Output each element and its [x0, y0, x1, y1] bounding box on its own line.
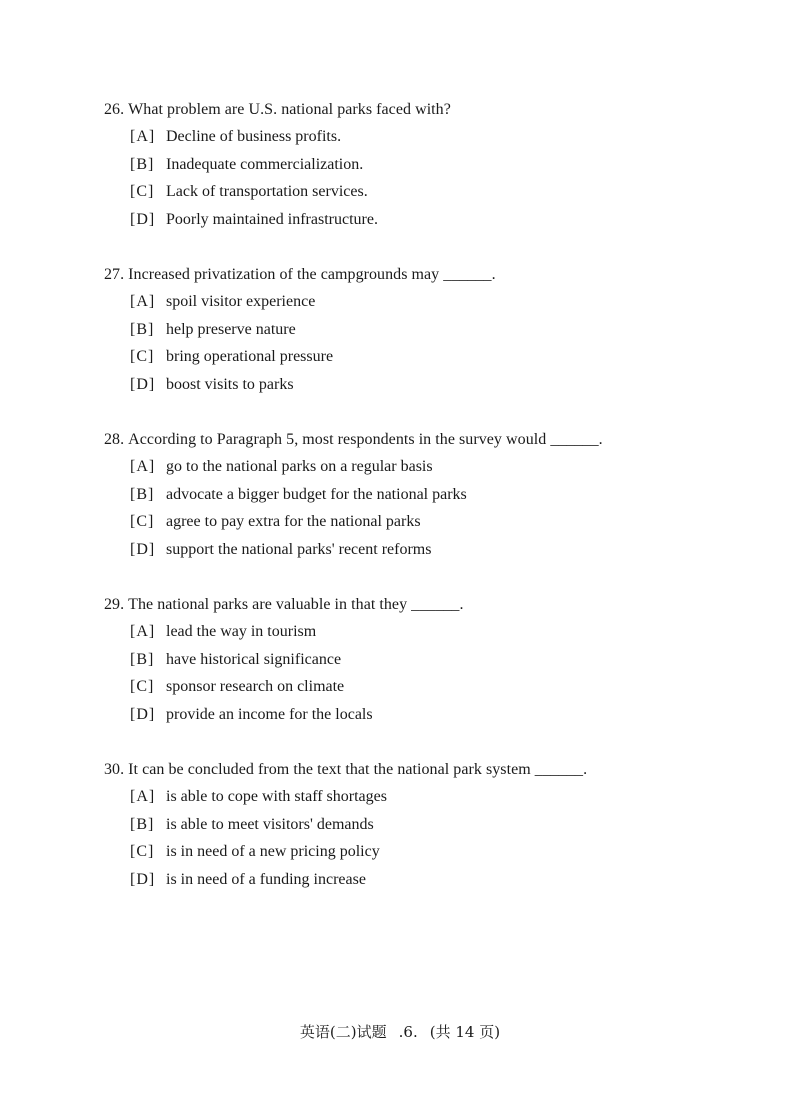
- option-letter: [C]: [130, 678, 155, 695]
- question-number: 27.: [104, 266, 125, 283]
- option-letter: [B]: [130, 485, 155, 503]
- question-28: [104, 430, 744, 567]
- question-stem: [104, 265, 744, 285]
- option-d[interactable]: [130, 375, 744, 403]
- option-d[interactable]: [130, 210, 744, 238]
- option-letter: [A]: [130, 293, 156, 310]
- question-number: 26.: [104, 101, 125, 118]
- question-stem: [104, 430, 744, 450]
- option-text: advocate a bigger budget for the national parks: [166, 485, 467, 503]
- option-letter: [D]: [130, 210, 156, 228]
- option-text: is able to cope with staff shortages: [166, 788, 387, 805]
- option-c[interactable]: [130, 842, 744, 870]
- question-29: [104, 595, 744, 732]
- question-number: 28.: [104, 431, 125, 448]
- option-text: help preserve nature: [166, 320, 296, 338]
- option-letter: [B]: [130, 155, 155, 173]
- option-list: [104, 622, 744, 732]
- option-list: [104, 457, 744, 567]
- question-stem: [104, 595, 744, 615]
- option-a[interactable]: [130, 292, 744, 320]
- option-letter: [A]: [130, 788, 156, 805]
- question-text: The national parks are valuable in that they ______.: [128, 596, 464, 613]
- option-letter: [B]: [130, 320, 155, 338]
- option-b[interactable]: [130, 815, 744, 843]
- option-text: lead the way in tourism: [166, 623, 317, 640]
- option-b[interactable]: [130, 485, 744, 513]
- option-text: is able to meet visitors' demands: [166, 815, 374, 833]
- option-list: [104, 787, 744, 897]
- option-letter: [A]: [130, 458, 156, 475]
- option-d[interactable]: [130, 870, 744, 898]
- option-text: bring operational pressure: [166, 348, 334, 365]
- option-letter: [D]: [130, 705, 156, 723]
- option-letter: [D]: [130, 540, 156, 558]
- question-26: [104, 100, 744, 237]
- option-letter: [B]: [130, 650, 155, 668]
- option-text: support the national parks' recent reforms: [166, 540, 432, 558]
- option-list: [104, 292, 744, 402]
- option-letter: [A]: [130, 623, 156, 640]
- question-30: [104, 760, 744, 897]
- option-text: is in need of a funding increase: [166, 870, 366, 888]
- option-list: [104, 127, 744, 237]
- option-letter: [C]: [130, 348, 155, 365]
- question-text: What problem are U.S. national parks faced with?: [128, 101, 451, 118]
- option-b[interactable]: [130, 320, 744, 348]
- option-d[interactable]: [130, 540, 744, 568]
- option-text: go to the national parks on a regular basis: [166, 458, 433, 475]
- option-text: have historical significance: [166, 650, 342, 668]
- question-number: 29.: [104, 596, 125, 613]
- question-text: According to Paragraph 5, most respondents in the survey would ______.: [128, 431, 603, 448]
- option-a[interactable]: [130, 787, 744, 815]
- question-stem: [104, 100, 744, 120]
- option-a[interactable]: [130, 457, 744, 485]
- option-a[interactable]: [130, 622, 744, 650]
- option-letter: [C]: [130, 513, 155, 530]
- question-text: Increased privatization of the campgrounds may ______.: [128, 266, 496, 283]
- question-27: [104, 265, 744, 402]
- question-text: It can be concluded from the text that the national park system ______.: [128, 761, 588, 778]
- question-number: 30.: [104, 761, 125, 778]
- option-text: Lack of transportation services.: [166, 183, 368, 200]
- option-text: boost visits to parks: [166, 375, 294, 393]
- option-a[interactable]: [130, 127, 744, 155]
- option-d[interactable]: [130, 705, 744, 733]
- option-text: sponsor research on climate: [166, 678, 345, 695]
- option-c[interactable]: [130, 677, 744, 705]
- option-text: agree to pay extra for the national parks: [166, 513, 421, 530]
- option-text: provide an income for the locals: [166, 705, 373, 723]
- footer-subject: 英语(二)试题: [299, 1023, 387, 1041]
- option-c[interactable]: [130, 347, 744, 375]
- option-letter: [D]: [130, 375, 156, 393]
- question-stem: [104, 760, 744, 780]
- option-c[interactable]: [130, 182, 744, 210]
- option-letter: [B]: [130, 815, 155, 833]
- option-b[interactable]: [130, 155, 744, 183]
- footer-total-pages: (共 14 页): [429, 1023, 501, 1041]
- option-letter: [A]: [130, 128, 156, 145]
- footer-page-number: .6.: [398, 1023, 418, 1041]
- option-text: Decline of business profits.: [166, 128, 342, 145]
- option-letter: [C]: [130, 183, 155, 200]
- option-text: is in need of a new pricing policy: [166, 843, 380, 860]
- option-c[interactable]: [130, 512, 744, 540]
- page-footer: [0, 1022, 800, 1042]
- option-letter: [C]: [130, 843, 155, 860]
- option-text: spoil visitor experience: [166, 293, 316, 310]
- option-b[interactable]: [130, 650, 744, 678]
- option-letter: [D]: [130, 870, 156, 888]
- option-text: Poorly maintained infrastructure.: [166, 210, 378, 228]
- option-text: Inadequate commercialization.: [166, 155, 364, 173]
